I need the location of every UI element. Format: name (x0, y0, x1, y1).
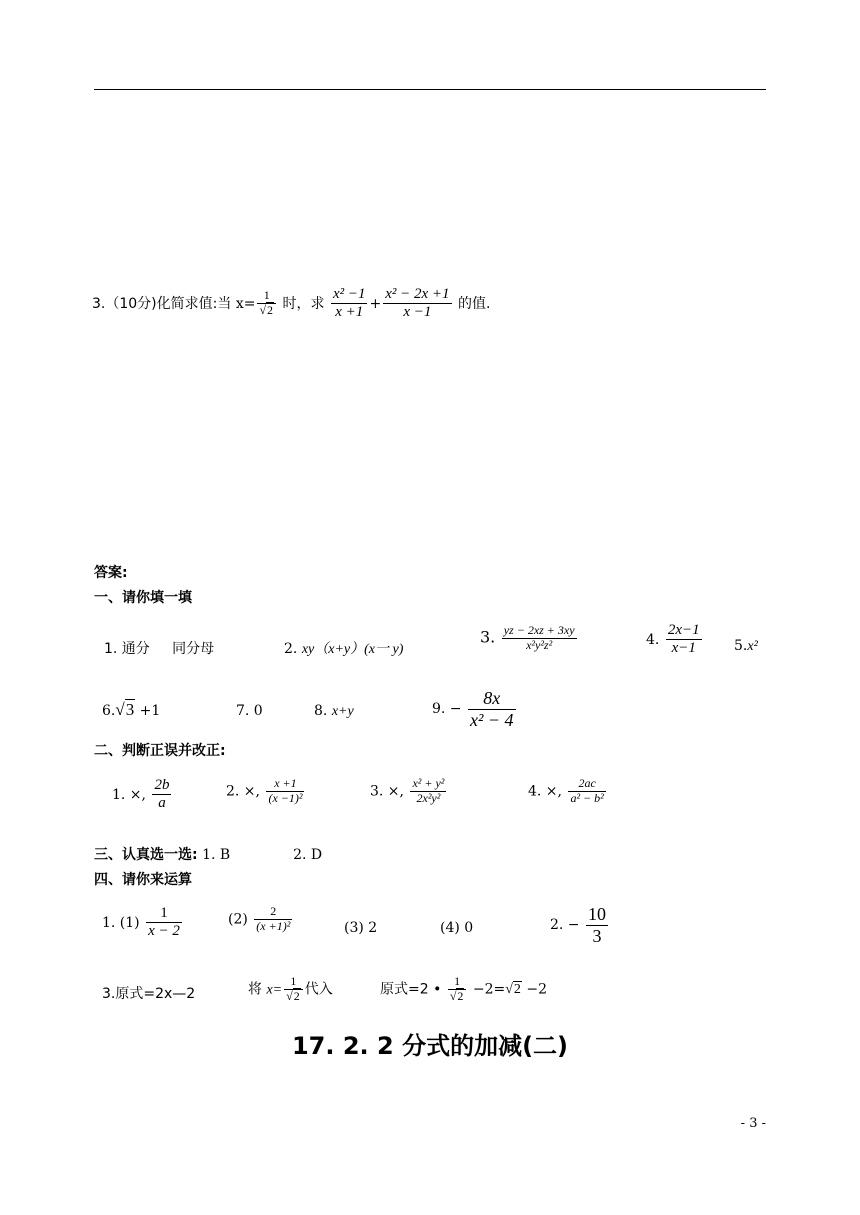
s2-answer-3: 3. ×, $\frac{\text{x² + y²}}{\text{2x²y²}}$ (370, 776, 445, 805)
s2-answer-4: 4. ×, $\frac{2ac}{\text{a² − b²}}$ (528, 776, 604, 805)
s4-answer-4: (4) 0 (440, 920, 474, 936)
choice-2: 2. D (293, 847, 323, 863)
s4-answer-3-substitute: 将 x= $\frac{1}{√2}$ 代入 (248, 974, 333, 1003)
s1-answer-2: 2. xy（x+y）(x一 y) (284, 641, 404, 657)
s4-answer-3: (3) 2 (344, 920, 378, 936)
header-rule (94, 89, 766, 90)
s1-answer-3: 3. $\frac{yz - 2xz + 3xy}{\text{x²y²z²}}$ (480, 623, 575, 652)
page-number: - 3 - (740, 1116, 766, 1131)
plus-sign: + (369, 295, 382, 312)
answers-title: 答案: (94, 565, 128, 581)
s4-answer-2: (2) $\frac{2}{\text{(x +1)²}}$ (228, 904, 291, 933)
s1-answer-9: 9. − $\frac{8x}{\text{x² − 4}}$ (432, 688, 514, 730)
s1-answer-8: 8. x+y (314, 703, 354, 719)
section-3-title: 三、认真选一选: (94, 847, 198, 863)
s1-answer-1: 1. 通分 同分母 (104, 641, 215, 657)
s4-answer-5: 2. − $\frac{10}{3}$ (550, 904, 606, 946)
problem-3-label: 3.（10分)化简求值:当 (92, 295, 232, 312)
choice-1: 1. B (202, 847, 231, 863)
section-heading: 17. 2. 2 分式的加减(二) (291, 1032, 569, 1060)
problem-3-mid: 时，求 (282, 295, 325, 312)
s4-answer-3-evaluate: 原式=2 • $\frac{1}{√2}$ −2=√2 −2 (380, 974, 548, 1003)
section-1-title: 一、请你填一填 (94, 590, 192, 606)
s4-answer-3-result: 3.原式=2x—2 (102, 986, 196, 1002)
problem-3 (92, 286, 490, 322)
x-equals: x= (235, 295, 256, 312)
problem-3-tail: 的值. (457, 295, 491, 312)
fraction-2: $\frac{\text{x² − 2x +1}}{x -1}$ (385, 286, 450, 321)
fraction-1: $\frac{\text{x² −1}}{x +1}$ (332, 286, 366, 321)
s1-answer-7: 7. 0 (236, 703, 263, 719)
x-value-fraction: $\frac{1}{√2}$ (257, 289, 276, 318)
s1-answer-5: 5.x² (734, 638, 758, 654)
section-3 (94, 844, 322, 864)
section-2-title: 二、判断正误并改正: (94, 743, 226, 759)
s1-answer-6: 6.√3 +1 (102, 700, 161, 719)
s4-answer-1: 1. (1) $\frac{1}{x - 2}$ (102, 905, 180, 940)
s2-answer-1: 1. ×, $\frac{2b}{a}$ (112, 777, 170, 812)
s2-answer-2: 2. ×, $\frac{x +1}{\text{(x −1)²}}$ (226, 776, 303, 805)
section-4-title: 四、请你来运算 (94, 872, 192, 888)
s1-answer-4: 4. $\frac{2x-1}{x-1}$ (646, 622, 700, 657)
